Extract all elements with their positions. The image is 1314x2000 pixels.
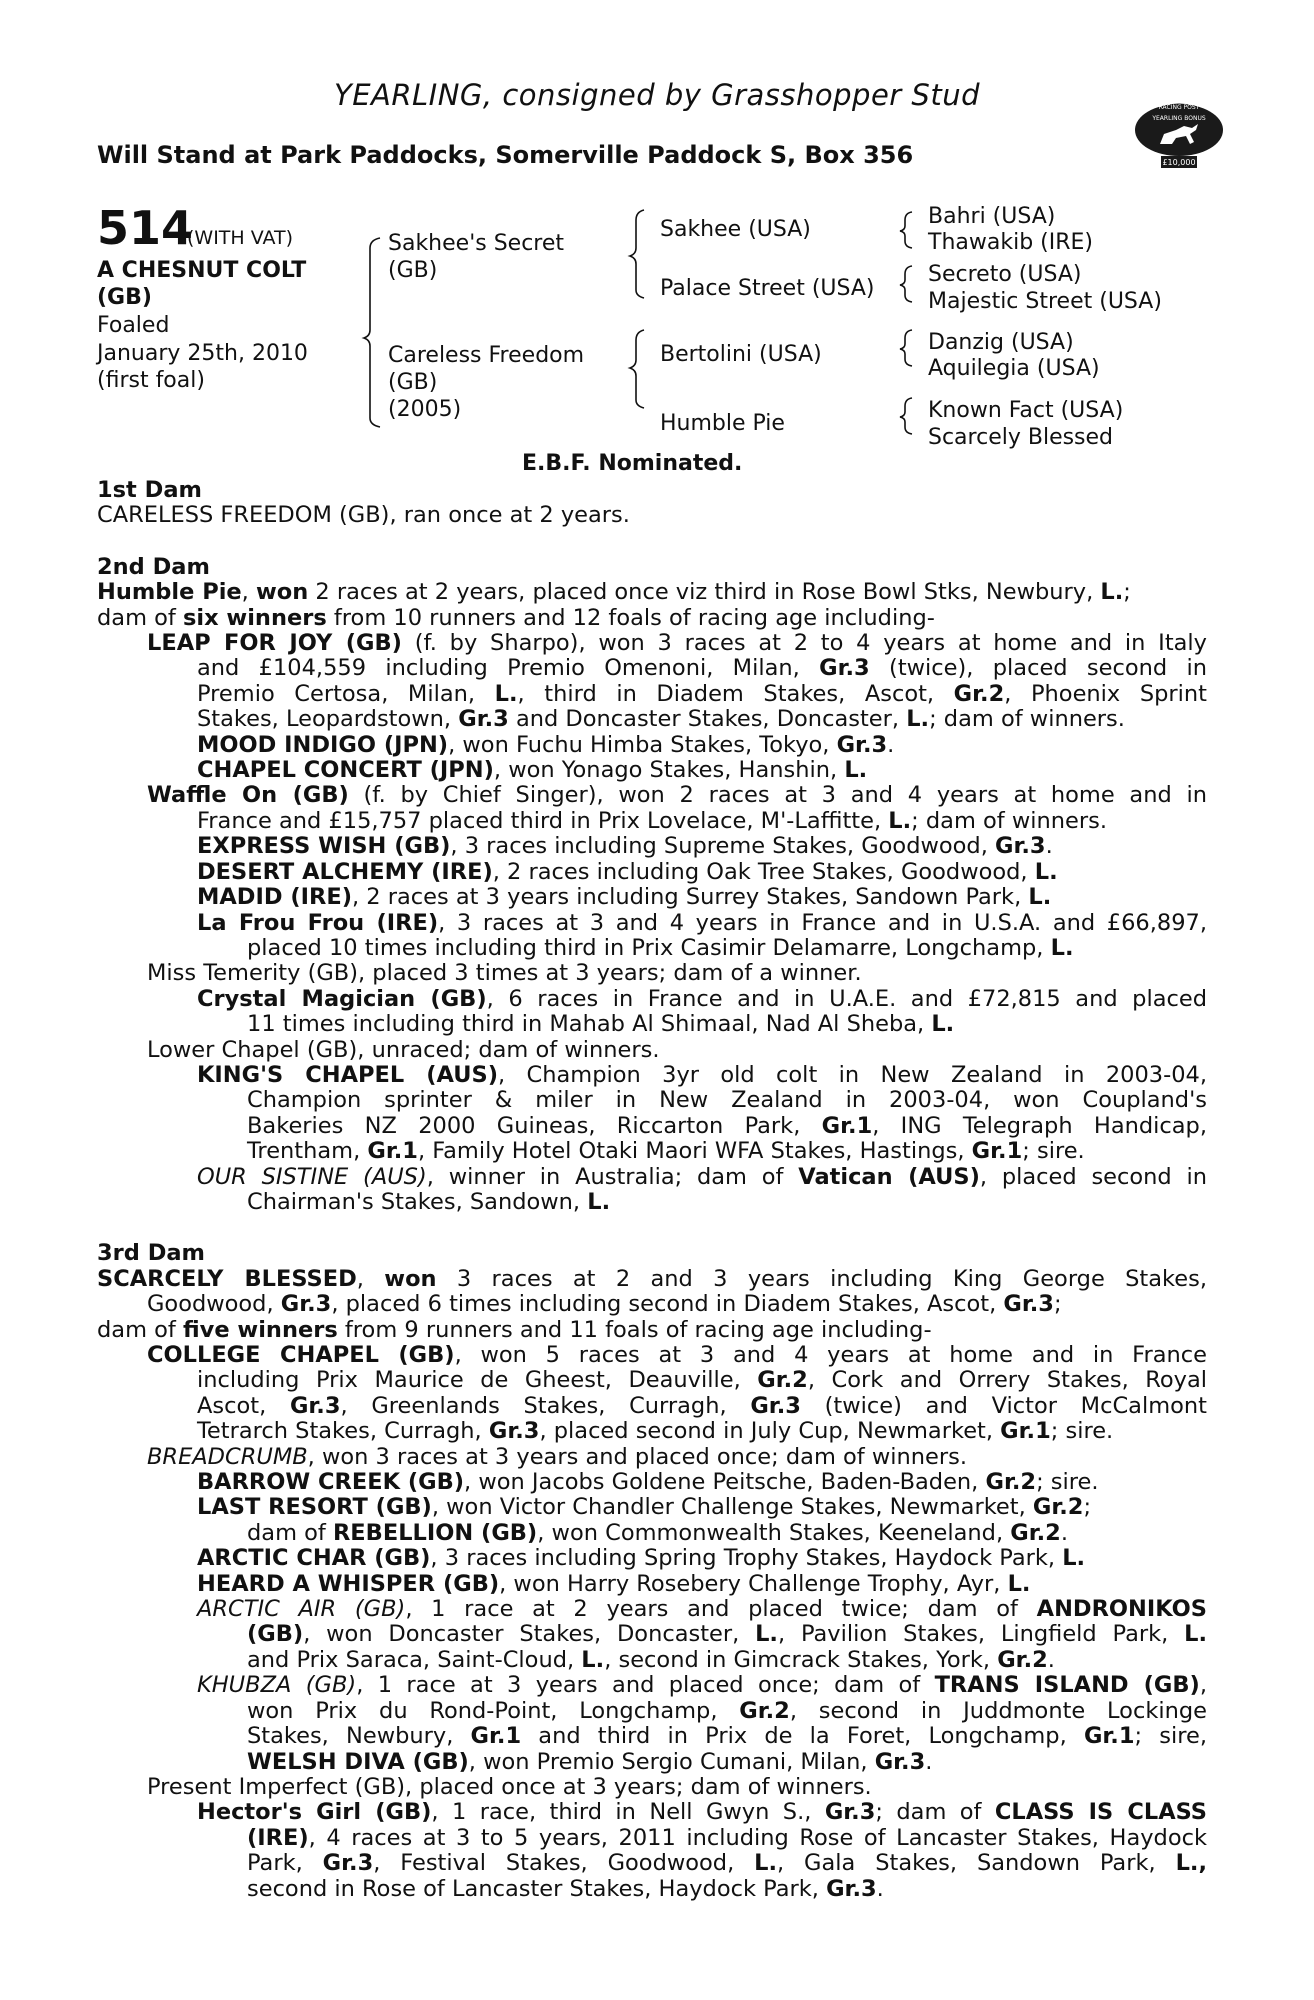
- logo-line2: YEARLING BONUS: [1152, 115, 1206, 122]
- sire-of-dam: Bertolini (USA): [660, 342, 822, 367]
- pedigree-sds: Secreto (USA): [928, 262, 1082, 287]
- third-dam-line: HEARD A WHISPER (GB), won Harry Rosebery Challenge Trophy, Ayr, L.: [197, 1570, 1031, 1597]
- second-dam-line: Stakes, Leopardstown, Gr.3 and Doncaster Stakes, Doncaster, L.; dam of winners.: [197, 706, 1125, 733]
- second-dam-line: MADID (IRE), 2 races at 3 years including Surrey Stakes, Sandown Park, L.: [197, 884, 1052, 911]
- third-dam-line: SCARCELY BLESSED, won 3 races at 2 and 3 years including King George Stakes,: [97, 1265, 1207, 1292]
- pedigree-sdd: Majestic Street (USA): [928, 289, 1162, 314]
- second-dam-line: La Frou Frou (IRE), 3 races at 3 and 4 years in France and in U.S.A. and £66,897,: [197, 909, 1207, 936]
- second-dam-line: Lower Chapel (GB), unraced; dam of winners.: [147, 1036, 660, 1063]
- third-dam-line: Hector's Girl (GB), 1 race, third in Nell Gwyn S., Gr.3; dam of CLASS IS CLASS: [197, 1799, 1208, 1826]
- bracket-sakhee: [900, 212, 912, 248]
- third-dam-line: (IRE), 4 races at 3 to 5 years, 2011 including Rose of Lancaster Stakes, Haydock: [247, 1824, 1207, 1851]
- bracket-sire: [630, 210, 644, 298]
- logo-amount: £10,000: [1162, 158, 1196, 167]
- bracket-palace-street: [900, 266, 912, 302]
- lot-name: A CHESNUT COLT: [97, 258, 307, 283]
- third-dam-line: second in Rose of Lancaster Stakes, Haydock Park, Gr.3.: [247, 1875, 884, 1902]
- second-dam-line: Chairman's Stakes, Sandown, L.: [247, 1188, 611, 1215]
- second-dam-line: Humble Pie, won 2 races at 2 years, placed once viz third in Rose Bowl Stks, Newbury, L.;: [97, 579, 1131, 606]
- second-dam-line: MOOD INDIGO (JPN), won Fuchu Himba Stakes, Tokyo, Gr.3.: [197, 731, 895, 758]
- lot-number: 514: [97, 201, 194, 255]
- bracket-dam: [630, 330, 644, 408]
- second-dam-line: France and £15,757 placed third in Prix Lovelace, M'-Laffitte, L.; dam of winners.: [197, 807, 1107, 834]
- ebf-nominated: E.B.F. Nominated.: [522, 451, 743, 476]
- pedigree-ssd: Thawakib (IRE): [928, 230, 1093, 255]
- lot-name-country: (GB): [97, 285, 152, 310]
- second-dam-line: dam of six winners from 10 runners and 12 foals of racing age including-: [97, 604, 935, 631]
- first-dam-heading: 1st Dam: [97, 477, 202, 503]
- dam-of-sire: Palace Street (USA): [660, 276, 875, 301]
- second-dam-line: CHAPEL CONCERT (JPN), won Yonago Stakes, Hanshin, L.: [197, 757, 868, 784]
- bracket-humble-pie: [900, 398, 912, 434]
- second-dam-line: KING'S CHAPEL (AUS), Champion 3yr old colt in New Zealand in 2003-04,: [197, 1061, 1207, 1088]
- third-dam-line: Park, Gr.3, Festival Stakes, Goodwood, L., Gala Stakes, Sandown Park, L.,: [247, 1850, 1207, 1877]
- stand-location: Will Stand at Park Paddocks, Somerville Paddock S, Box 356: [97, 141, 914, 169]
- dam-foaled-year: (2005): [388, 397, 462, 422]
- third-dam-line: and Prix Saraca, Saint-Cloud, L., second in Gimcrack Stakes, York, Gr.2.: [247, 1646, 1055, 1673]
- third-dam-line: WELSH DIVA (GB), won Premio Sergio Cumani, Milan, Gr.3.: [247, 1748, 933, 1775]
- second-dam-line: Trentham, Gr.1, Family Hotel Otaki Maori WFA Stakes, Hastings, Gr.1; sire.: [247, 1138, 1085, 1165]
- third-dam-line: won Prix du Rond-Point, Longchamp, Gr.2, second in Juddmonte Lockinge: [247, 1697, 1207, 1724]
- third-dam-line: BARROW CREEK (GB), won Jacobs Goldene Peitsche, Baden-Baden, Gr.2; sire.: [197, 1469, 1099, 1496]
- third-dam-line: ARCTIC CHAR (GB), 3 races including Spring Trophy Stakes, Haydock Park, L.: [197, 1545, 1086, 1572]
- second-dam-line: OUR SISTINE (AUS), winner in Australia; dam of Vatican (AUS), placed second in: [197, 1163, 1208, 1190]
- third-dam-line: KHUBZA (GB), 1 race at 3 years and placed once; dam of TRANS ISLAND (GB),: [197, 1672, 1207, 1699]
- second-dam-line: 11 times including third in Mahab Al Shimaal, Nad Al Sheba, L.: [247, 1011, 955, 1038]
- foaled-date: January 25th, 2010: [97, 341, 308, 366]
- third-dam-line: BREADCRUMB, won 3 races at 3 years and placed once; dam of winners.: [147, 1443, 967, 1470]
- second-dam-line: Waffle On (GB) (f. by Chief Singer), won 2 races at 3 and 4 years at home and in: [147, 782, 1208, 809]
- foaled-label: Foaled: [97, 313, 170, 338]
- pedigree-dss: Danzig (USA): [928, 330, 1074, 355]
- third-dam-heading: 3rd Dam: [97, 1240, 205, 1267]
- dam-country: (GB): [388, 370, 438, 395]
- third-dam-line: Present Imperfect (GB), placed once at 3 years; dam of winners.: [147, 1773, 872, 1800]
- second-dam-line: Champion sprinter & miler in New Zealand in 2003-04, won Coupland's: [247, 1087, 1207, 1114]
- first-foal-note: (first foal): [97, 368, 205, 393]
- second-dam-line: DESERT ALCHEMY (IRE), 2 races including Oak Tree Stakes, Goodwood, L.: [197, 858, 1058, 885]
- second-dam-line: Premio Certosa, Milan, L., third in Diadem Stakes, Ascot, Gr.2, Phoenix Sprint: [197, 680, 1207, 707]
- vat-label: (WITH VAT): [187, 227, 294, 249]
- second-dam-line: and £104,559 including Premio Omenoni, Milan, Gr.3 (twice), placed second in: [197, 655, 1207, 682]
- third-dam-line: ARCTIC AIR (GB), 1 race at 2 years and placed twice; dam of ANDRONIKOS: [197, 1596, 1207, 1623]
- third-dam-line: Goodwood, Gr.3, placed 6 times including second in Diadem Stakes, Ascot, Gr.3;: [147, 1291, 1062, 1318]
- dam-of-dam: Humble Pie: [660, 411, 785, 436]
- logo-line1: RACING POST: [1158, 104, 1200, 111]
- third-dam-line: dam of five winners from 9 runners and 11 foals of racing age including-: [97, 1316, 932, 1343]
- second-dam-line: Bakeries NZ 2000 Guineas, Riccarton Park, Gr.1, ING Telegraph Handicap,: [247, 1112, 1207, 1139]
- dam-name: Careless Freedom: [388, 343, 585, 368]
- third-dam-line: Stakes, Newbury, Gr.1 and third in Prix de la Foret, Longchamp, Gr.1; sire,: [247, 1723, 1207, 1750]
- pedigree-dsd: Aquilegia (USA): [928, 356, 1100, 381]
- third-dam-line: Tetrarch Stakes, Curragh, Gr.3, placed second in July Cup, Newmarket, Gr.1; sire.: [197, 1418, 1114, 1445]
- pedigree-ddd: Scarcely Blessed: [928, 425, 1114, 450]
- bracket-bertolini: [900, 330, 912, 366]
- third-dam-line: COLLEGE CHAPEL (GB), won 5 races at 3 and 4 years at home and in France: [147, 1342, 1207, 1368]
- second-dam-heading: 2nd Dam: [97, 553, 210, 580]
- third-dam-line: (GB), won Doncaster Stakes, Doncaster, L., Pavilion Stakes, Lingfield Park, L.: [247, 1621, 1207, 1648]
- second-dam-line: Crystal Magician (GB), 6 races in France and in U.A.E. and £72,815 and placed: [197, 985, 1207, 1012]
- sire-country: (GB): [388, 258, 438, 283]
- pedigree-brackets: [0, 0, 1314, 460]
- second-dam-line: EXPRESS WISH (GB), 3 races including Supreme Stakes, Goodwood, Gr.3.: [197, 833, 1053, 860]
- third-dam-line: dam of REBELLION (GB), won Commonwealth Stakes, Keeneland, Gr.2.: [247, 1519, 1068, 1546]
- sire-name: Sakhee's Secret: [388, 231, 565, 256]
- second-dam-line: placed 10 times including third in Prix Casimir Delamarre, Longchamp, L.: [247, 934, 1074, 961]
- third-dam-line: including Prix Maurice de Gheest, Deauville, Gr.2, Cork and Orrery Stakes, Royal: [197, 1367, 1207, 1394]
- second-dam-line: Miss Temerity (GB), placed 3 times at 3 years; dam of a winner.: [147, 960, 862, 987]
- pedigree-dds: Known Fact (USA): [928, 398, 1124, 423]
- pedigree-sss: Bahri (USA): [928, 204, 1056, 229]
- catalogue-heading: YEARLING, consigned by Grasshopper Stud: [334, 78, 980, 112]
- family-details: [97, 478, 1207, 1902]
- second-dam-line: LEAP FOR JOY (GB) (f. by Sharpo), won 3 races at 2 to 4 years at home and in Italy: [147, 630, 1207, 657]
- third-dam-line: LAST RESORT (GB), won Victor Chandler Challenge Stakes, Newmarket, Gr.2;: [197, 1494, 1092, 1521]
- third-dam-line: Ascot, Gr.3, Greenlands Stakes, Curragh, Gr.3 (twice) and Victor McCalmont: [197, 1392, 1207, 1419]
- sire-of-sire: Sakhee (USA): [660, 217, 811, 242]
- bracket-main: [364, 238, 380, 427]
- first-dam-text: CARELESS FREEDOM (GB), ran once at 2 years.: [97, 502, 630, 529]
